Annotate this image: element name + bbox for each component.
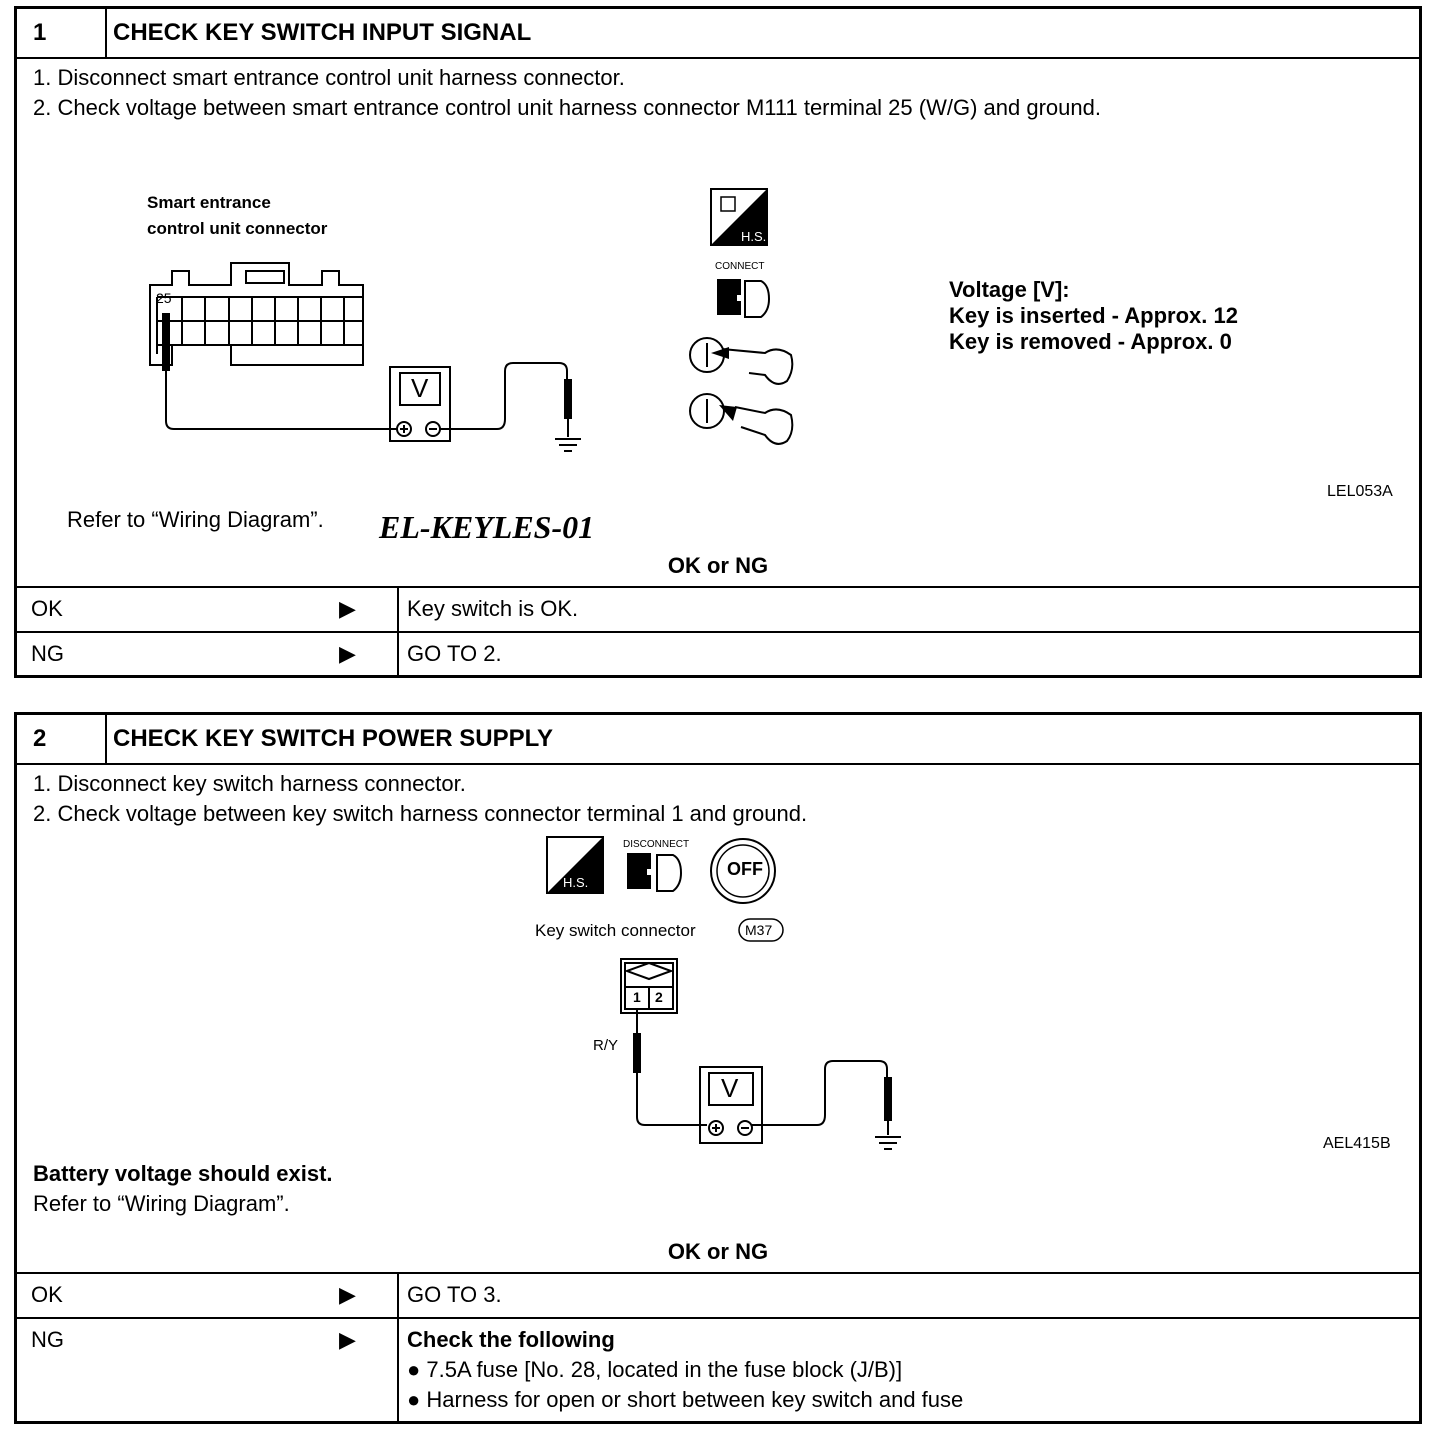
step-title: CHECK KEY SWITCH POWER SUPPLY — [113, 725, 554, 752]
hs-icon: H.S. — [563, 875, 589, 890]
row-divider — [397, 1319, 399, 1421]
terminal-2: 2 — [655, 989, 663, 1005]
bullet-icon: ● — [407, 1387, 427, 1412]
result-key: OK — [31, 1282, 63, 1307]
off-key-icon: OFF — [727, 859, 763, 879]
figure-code: AEL415B — [1323, 1135, 1391, 1152]
result-key: NG — [31, 1327, 64, 1352]
check-item-text: Harness for open or short between key switch and fuse — [426, 1387, 964, 1412]
voltage-inserted: Key is inserted - Approx. 12 — [949, 303, 1238, 328]
refer-text: Refer to “Wiring Diagram”. — [67, 507, 324, 532]
arrow-icon: ▶ — [339, 1282, 356, 1307]
voltmeter-label: V — [721, 1073, 739, 1103]
check-item-2 — [407, 1387, 963, 1413]
arrow-icon: ▶ — [339, 596, 356, 621]
result-value: Key switch is OK. — [407, 596, 579, 621]
refer-text: Refer to “Wiring Diagram”. — [33, 1191, 290, 1216]
connector-label: Key switch connector — [535, 921, 696, 940]
result-value: GO TO 2. — [407, 641, 502, 666]
step-title: CHECK KEY SWITCH INPUT SIGNAL — [113, 19, 532, 46]
voltage-title: Voltage [V]: — [949, 277, 1070, 302]
terminal-label: 25 — [156, 290, 172, 306]
instruction-1: 1. Disconnect key switch harness connector. — [33, 771, 466, 796]
step-number: 2 — [33, 725, 47, 752]
result-row-ng — [17, 1317, 1419, 1421]
voltmeter-label: V — [411, 373, 429, 403]
voltage-removed: Key is removed - Approx. 0 — [949, 329, 1232, 354]
row-divider — [397, 588, 399, 631]
result-row-ng — [17, 631, 1419, 675]
result-heading: OK or NG — [667, 1239, 769, 1264]
bullet-icon: ● — [407, 1357, 427, 1382]
row-divider — [397, 1274, 399, 1317]
result-heading: OK or NG — [667, 553, 769, 578]
instruction-2: 2. Check voltage between smart entrance control unit harness connector M111 terminal 25 (W/G) and ground. — [33, 95, 1101, 120]
step-2-box — [14, 712, 1422, 1424]
expected-result: Battery voltage should exist. — [33, 1161, 333, 1186]
hs-icon: H.S. — [741, 229, 767, 244]
connector-id: M37 — [745, 922, 773, 938]
result-row-ok — [17, 586, 1419, 631]
disconnect-icon: DISCONNECT — [623, 839, 690, 850]
check-item-1 — [407, 1357, 902, 1383]
step-1-box — [14, 6, 1422, 678]
result-value: GO TO 3. — [407, 1282, 502, 1307]
wire-color: R/Y — [593, 1037, 619, 1054]
connect-icon: CONNECT — [715, 261, 765, 272]
step-number: 1 — [33, 19, 47, 46]
row-divider — [397, 633, 399, 675]
connector-label-2: control unit connector — [147, 219, 328, 238]
figure-code: LEL053A — [1327, 483, 1393, 500]
instruction-1: 1. Disconnect smart entrance control unit harness connector. — [33, 65, 625, 90]
check-item-text: 7.5A fuse [No. 28, located in the fuse block (J/B)] — [426, 1357, 903, 1382]
wiring-diagram-link[interactable]: EL-KEYLES-01 — [379, 509, 595, 545]
connector-label: Smart entrance — [147, 193, 271, 212]
result-row-ok — [17, 1272, 1419, 1317]
result-key: OK — [31, 596, 63, 621]
result-key: NG — [31, 641, 64, 666]
arrow-icon: ▶ — [339, 1327, 356, 1352]
instruction-2: 2. Check voltage between key switch harness connector terminal 1 and ground. — [33, 801, 808, 826]
check-heading: Check the following — [407, 1327, 615, 1352]
arrow-icon: ▶ — [339, 641, 356, 666]
terminal-1: 1 — [633, 989, 641, 1005]
